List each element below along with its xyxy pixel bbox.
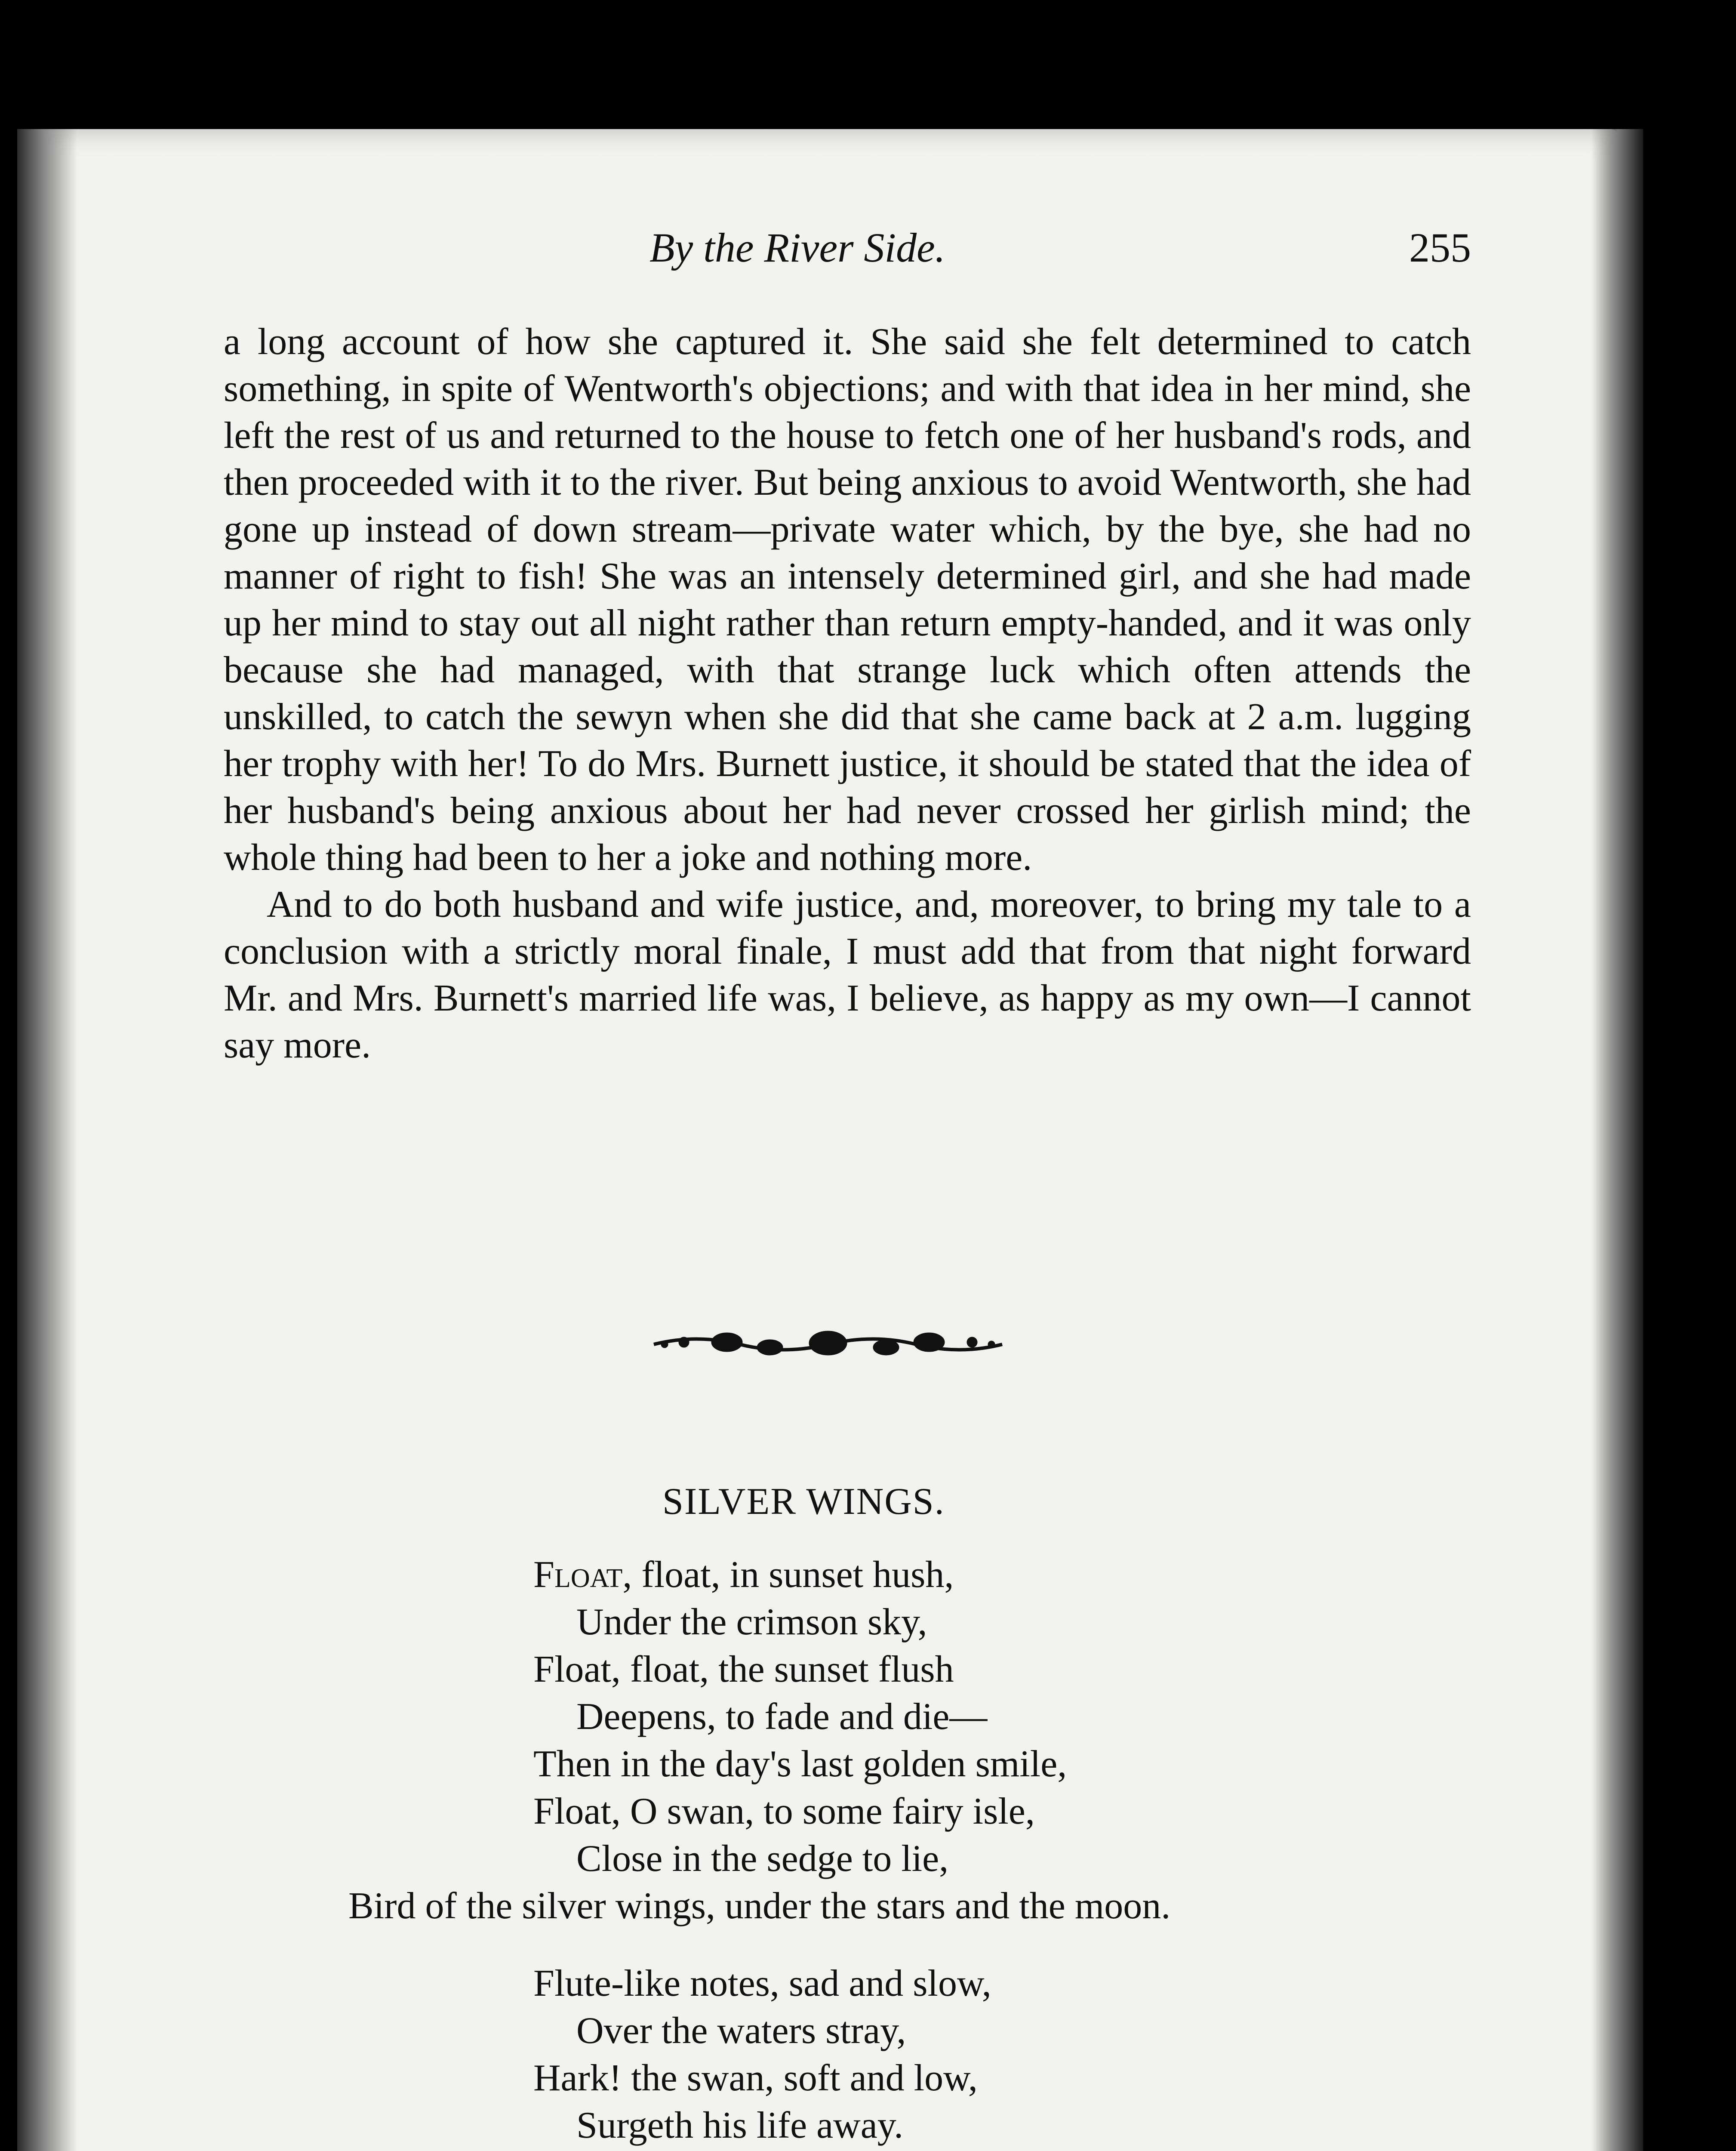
poem-title: SILVER WINGS. — [662, 1481, 945, 1522]
poem-line-rest: float, in sunset hush, — [632, 1554, 954, 1596]
running-title: By the River Side. — [649, 225, 945, 271]
poem-line: Hark! the swan, soft and low, — [533, 2057, 978, 2099]
paragraph: a long account of how she captured it. She said she felt determined to catch something, in spite of Wentworth's objections; and with that idea in her mind, she left the rest of us and returned to the house to fetch one of her husband's rods, and then proceeded with it to the river. But being anxious to avoid Wentworth, she had gone up instead of down stream—private water which, by the bye, she had no manner of right to fish! She was an intensely determined girl, and she had made up her mind to stay out all night rather than return empty-handed, and it was only because she had managed, with that strange luck which often attends the unskilled, to catch the sewyn when she did that she came back at 2 a.m. lugging her trophy with her! To do Mrs. Burnett justice, it should be stated that the idea of her husband's being anxious about her had never crossed her girlish mind; the whole thing had been to her a joke and nothing more. — [224, 321, 1471, 878]
poem-line: Float, O swan, to some fairy isle, — [533, 1790, 1035, 1832]
poem-line: Bird of the silver wings, under the stars and the moon. — [348, 1885, 1171, 1927]
page-header — [215, 224, 1471, 284]
poem-line: Surgeth his life away. — [576, 2105, 904, 2146]
page-number: 255 — [1409, 225, 1471, 271]
poem-line: Over the waters stray, — [576, 2010, 906, 2052]
poem-line: Float, float, the sunset flush — [533, 1649, 954, 1690]
paragraph: And to do both husband and wife justice, and, moreover, to bring my tale to a conclusion with a strictly moral finale, I must add that from that night forward Mr. and Mrs. Burnett's married life was, I believe, as happy as my own—I cannot say more. — [224, 884, 1471, 1066]
poem-first-word: Float, — [533, 1554, 632, 1596]
poem-line — [533, 1553, 954, 1596]
ornamental-divider — [645, 1325, 1011, 1364]
prose-text — [224, 318, 1471, 1069]
poem-line: Then in the day's last golden smile, — [533, 1743, 1067, 1785]
poem-line: Flute-like notes, sad and slow, — [533, 1963, 991, 2004]
poem-line: Deepens, to fade and die— — [576, 1696, 988, 1738]
spine-shadow — [17, 129, 77, 2151]
page-edge-shadow — [1591, 129, 1643, 2151]
poem-line: Close in the sedge to lie, — [576, 1838, 949, 1880]
poem-line: Under the crimson sky, — [576, 1601, 927, 1643]
